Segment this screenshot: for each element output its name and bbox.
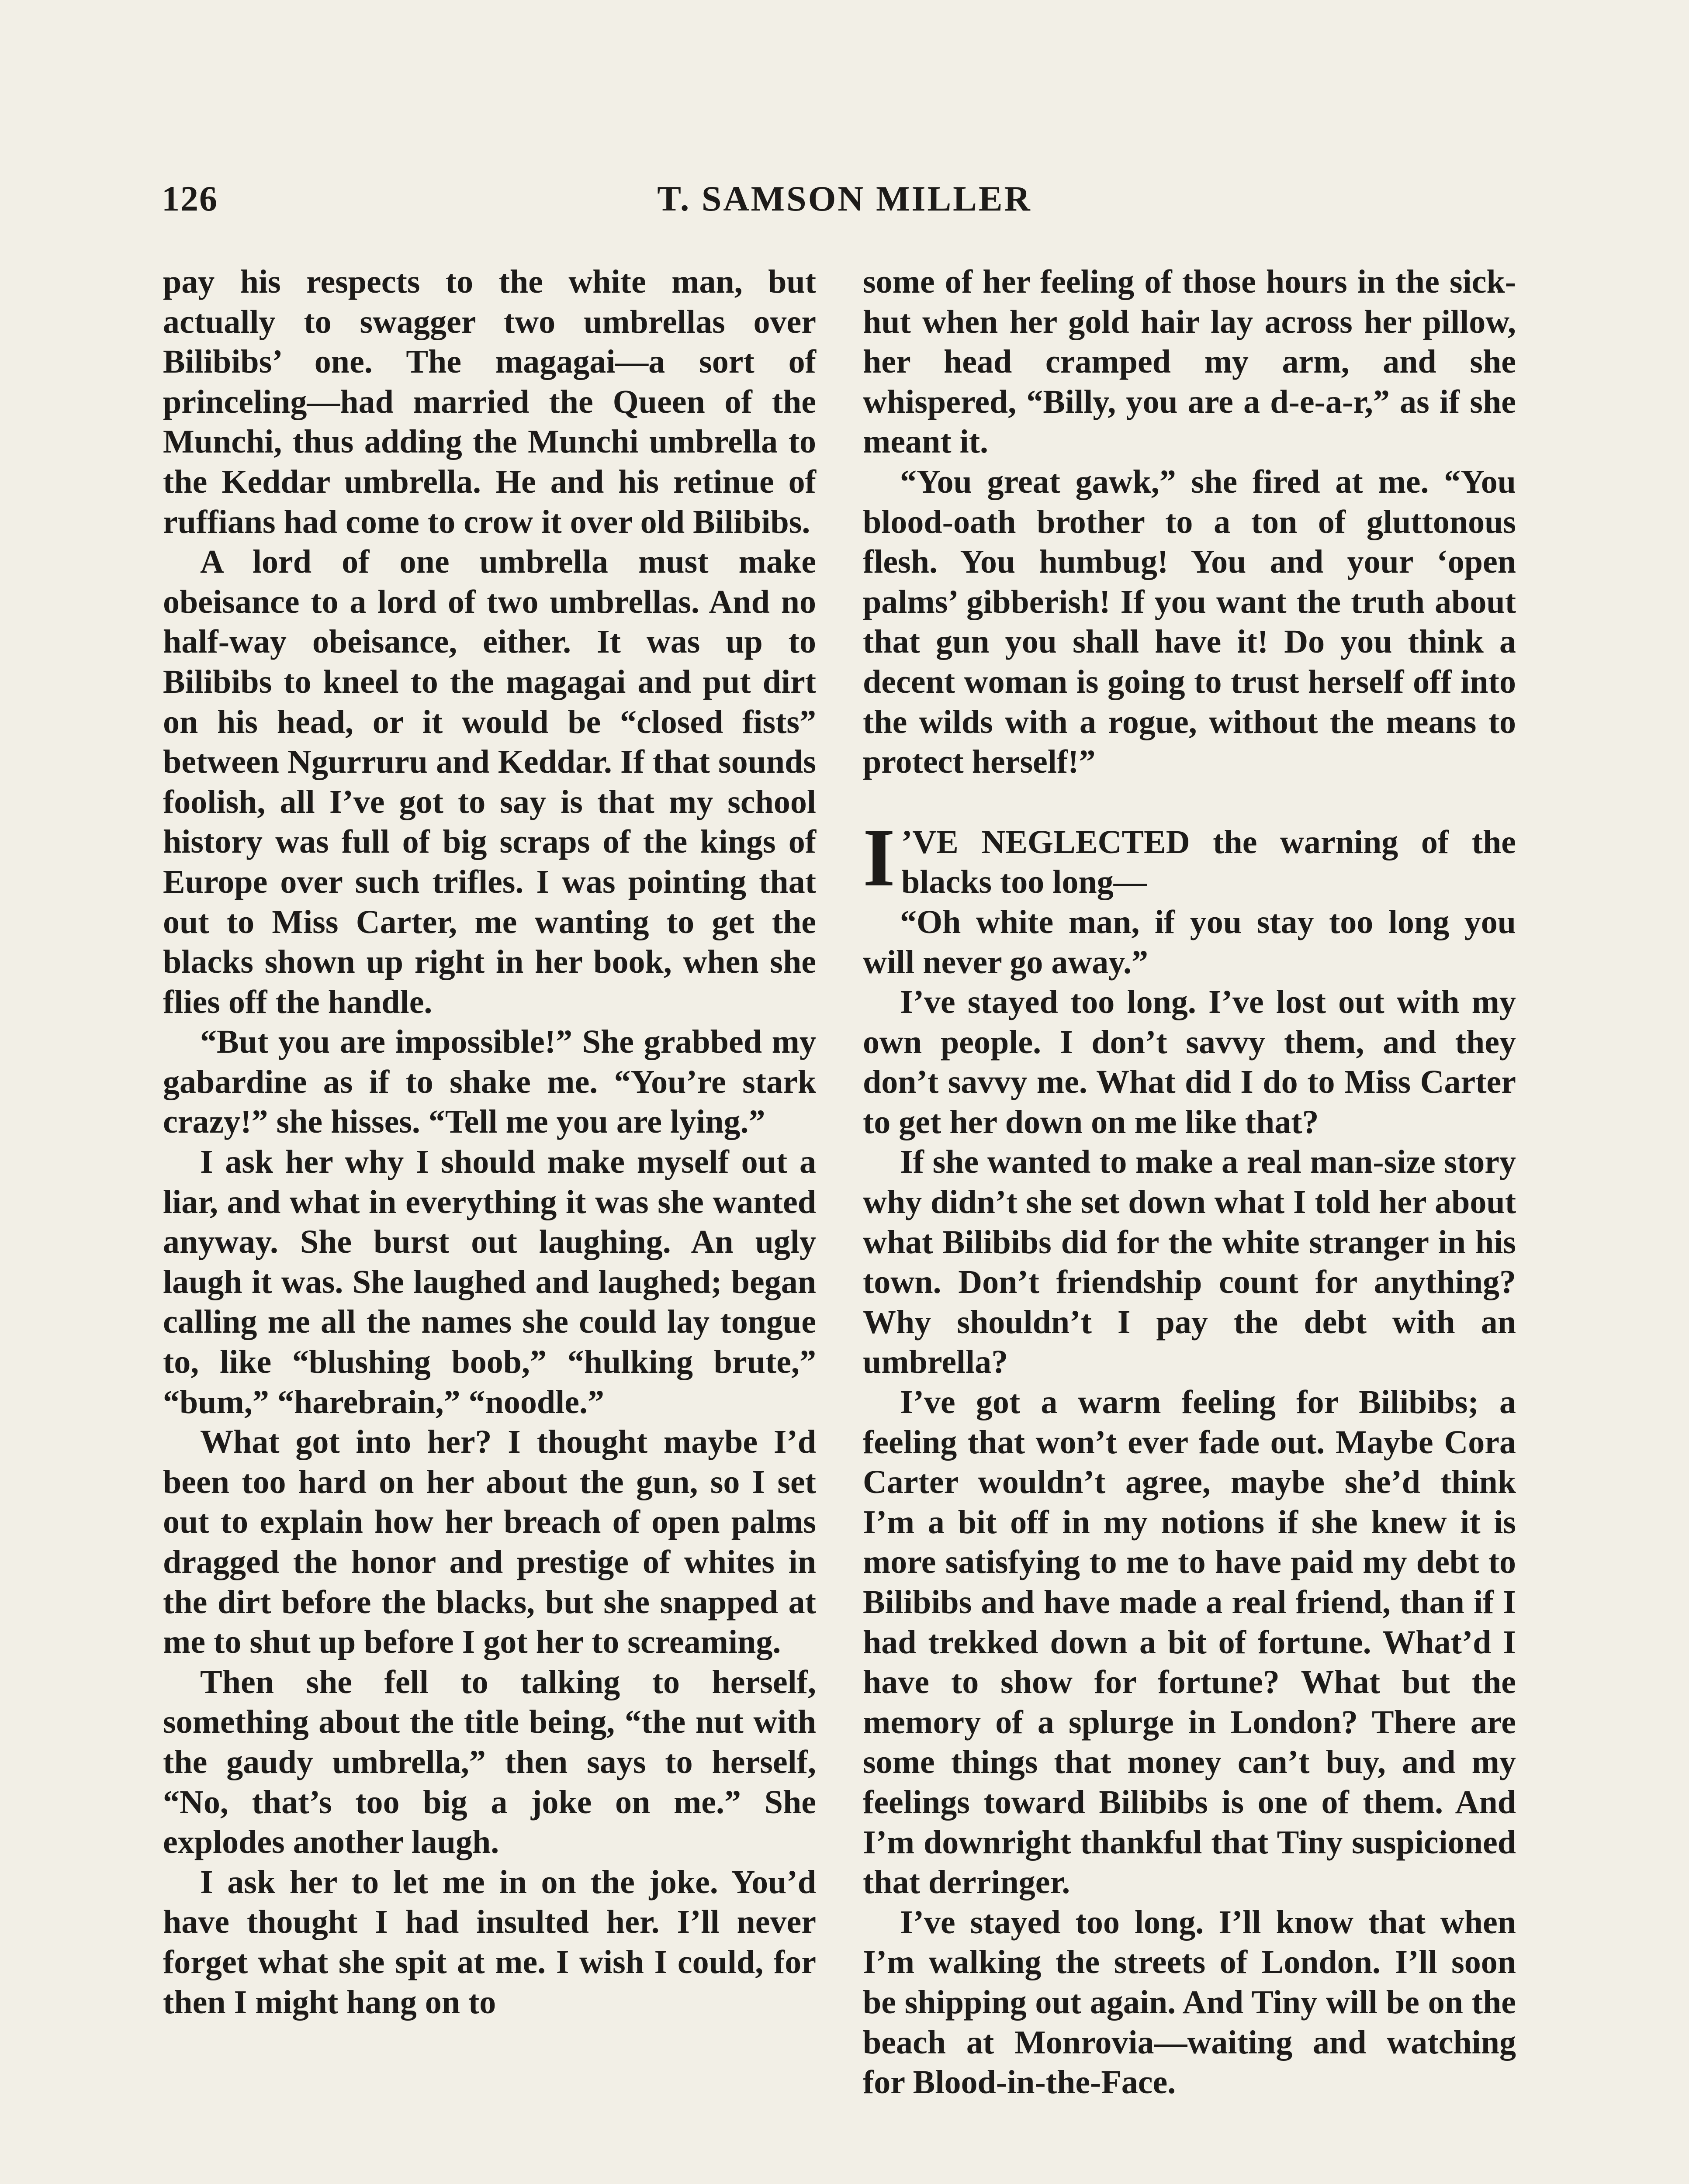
- paragraph: “Oh white man, if you stay too long you will never go away.”: [863, 903, 1516, 981]
- paragraph: I ask her why I should make myself out a liar, and what in everything it was she wanted anyway. She burst out laughing. An ugly laugh it was. She laughed and laughed; began calling me all the names she could lay tongue to, like “blushing boob,” “hulking brute,” “bum,” “harebrain,” “noodle.”: [163, 1144, 816, 1420]
- running-head: T. SAMSON MILLER: [657, 179, 1032, 218]
- paragraph: If she wanted to make a real man-size story why didn’t she set down what I told her about what Bilibibs did for the white stranger in his town. Don’t friendship count for anything? Why shouldn’t I pay the debt with an umbrella?: [863, 1144, 1516, 1381]
- section-opening: [863, 812, 1516, 904]
- paragraph: Then she fell to talking to herself, something about the title being, “the nut with the gaudy umbrella,” then says to herself, “No, that’s too big a joke on me.” She explodes another laugh.: [163, 1663, 816, 1861]
- paragraph: What got into her? I thought maybe I’d been too hard on her about the gun, so I set out to explain how her breach of open palms dragged the honor and prestige of whites in the dirt before the blacks, but she snapped at me to shut up before I got her to screaming.: [163, 1424, 816, 1661]
- paragraph: I’ve stayed too long. I’ve lost out with my own people. I don’t savvy them, and they don’t savvy me. What did I do to Miss Carter to get her down on me like that?: [863, 984, 1516, 1140]
- right-column: [863, 262, 1516, 2103]
- paragraph: I’ve stayed too long. I’ll know that when I’m walking the streets of London. I’ll soon be shipping out again. And Tiny will be on the beach at Monrovia—waiting and watching for Blood-in-the-Face.: [863, 1904, 1516, 2101]
- paragraph: “You great gawk,” she fired at me. “You blood-oath brother to a ton of gluttonous flesh. You humbug! You and your ‘open palms’ gibberish! If you want the truth about that gun you shall have it! Do you think a decent woman is going to trust herself off into the wilds with a rogue, without the means to protect herself!”: [863, 463, 1516, 781]
- paragraph: pay his respects to the white man, but actually to swagger two umbrellas over Bilibibs’ one. The magagai—a sort of princeling—had married the Queen of the Munchi, thus adding the Munchi umbrella to the Keddar umbrella. He and his retinue of ruffians had come to crow it over old Bilibibs.: [163, 263, 816, 540]
- paragraph: I ask her to let me in on the joke. You’d have thought I had insulted her. I’ll never forget what she spit at me. I wish I could, for then I might hang on to: [163, 1863, 816, 2021]
- left-column: [163, 262, 816, 2022]
- drop-cap: I: [863, 812, 895, 904]
- section-opening-caps: ’VE NEGLECTED: [901, 823, 1190, 860]
- paragraph: some of her feeling of those hours in the sick-hut when her gold hair lay across her pillow, her head cramped my arm, and she whispered, “Billy, you are a d-e-a-r,” as if she meant it.: [863, 263, 1516, 460]
- paragraph: A lord of one umbrella must make obeisance to a lord of two umbrellas. And no half-way obeisance, either. It was up to Bilibibs to kneel to the magagai and put dirt on his head, or it would be “closed fists” between Ngurruru and Keddar. If that sounds foolish, all I’ve got to say is that my school history was full of big scraps of the kings of Europe over such trifles. I was pointing that out to Miss Carter, me wanting to get the blacks shown up right in her book, when she flies off the handle.: [163, 543, 816, 1020]
- paragraph: “But you are impossible!” She grabbed my gabardine as if to shake me. “You’re stark crazy!” she hisses. “Tell me you are lying.”: [163, 1023, 816, 1140]
- section-opening-text: the warning of the blacks too long—: [901, 823, 1516, 901]
- page-header: [162, 178, 1527, 226]
- page-number: 126: [162, 179, 218, 218]
- paragraph: I’ve got a warm feeling for Bilibibs; a feeling that won’t ever fade out. Maybe Cora Carter wouldn’t agree, maybe she’d think I’m a bit off in my notions if she knew it is more satisfying to me to have paid my debt to Bilibibs and have made a real friend, than if I had trekked down a bit of fortune. What’d I have to show for fortune? What but the memory of a splurge in London? There are some things that money can’t buy, and my feelings toward Bilibibs is one of them. And I’m downright thankful that Tiny suspicioned that derringer.: [863, 1384, 1516, 1901]
